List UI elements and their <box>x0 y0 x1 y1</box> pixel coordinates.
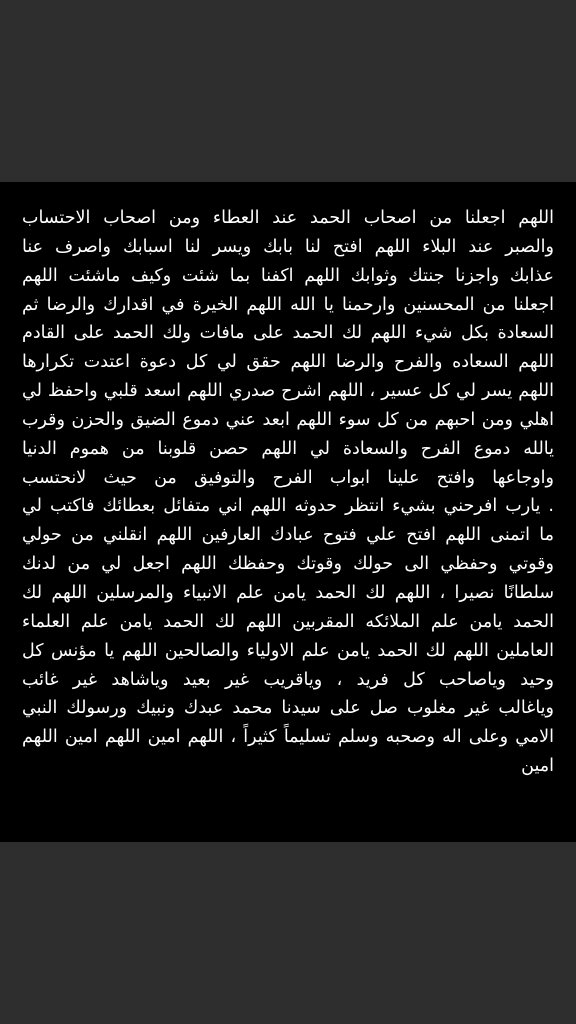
text-line-3: عذابك واجزنا جنتك وثوابك اللهم اكفنا بما شئت وكيف ماشئت اللهم <box>22 265 554 286</box>
text-line-12: ما اتمنى اللهم افتح علي فتوح عبادك العارفين اللهم انقلني من حولي <box>22 525 554 546</box>
text-line-20: امين <box>521 756 554 777</box>
text-line-2: والصبر عند البلاء اللهم افتح لنا بابك ويسر لنا اسبابك واصرف عنا <box>22 236 554 257</box>
text-line-19: الامي وعلى اله وصحبه وسلم تسليماً كثيراً ، اللهم امين اللهم امين اللهم <box>22 727 554 748</box>
text-line-18: وياغالب غير مغلوب صل على سيدنا محمد عبدك ونبيك ورسولك النبي <box>22 698 554 719</box>
text-panel <box>0 182 576 842</box>
text-line-13: وقوتي وحفظي الى حولك وقوتك وحفظك اللهم اجعل لي من لدنك <box>22 554 554 575</box>
supplication-text <box>22 204 554 781</box>
text-line-5: السعادة بكل شيء اللهم لك الحمد على مافات ولك الحمد على القادم <box>22 323 554 344</box>
text-line-8: اهلي ومن احبهم من كل سوء اللهم ابعد عني دموع الضيق والحزن وقرب <box>22 409 554 430</box>
text-line-7: اللهم يسر لي كل عسير ، اللهم اشرح صدري اللهم اسعد قلبي واحفظ لي <box>22 381 554 402</box>
text-line-4: اجعلنا من المحسنين وارحمنا يا الله اللهم الخيرة في اقدارك والرضا ثم <box>22 294 554 315</box>
text-line-15: الحمد يامن علم الملائكه المقربين اللهم لك الحمد يامن علم العلماء <box>22 611 554 632</box>
text-line-16: العاملين اللهم لك الحمد يامن علم الاولياء والصالحين اللهم يا مؤنس كل <box>22 640 554 661</box>
text-line-6: اللهم السعاده والفرح والرضا اللهم حقق لي كل دعوة اعتدت تكرارها <box>22 352 554 373</box>
text-line-17: وحيد وياصاحب كل فريد ، وياقريب غير بعيد وياشاهد غير غائب <box>22 669 554 690</box>
text-line-10: واوجاعها وافتح علينا ابواب الفرح والتوفيق من حيث لانحتسب <box>22 467 554 488</box>
text-line-9: يالله دموع الفرح والسعادة لي اللهم حصن قلوبنا من هموم الدنيا <box>22 438 554 459</box>
text-line-1: اللهم اجعلنا من اصحاب الحمد عند العطاء ومن اصحاب الاحتساب <box>22 208 554 228</box>
text-line-11: . يارب افرحني بشيء انتظر حدوثه اللهم اني متفائل بعطائك فاكتب لي <box>22 496 554 517</box>
text-line-14: سلطانًا نصيرا ، اللهم لك الحمد يامن علم الانبياء والمرسلين اللهم لك <box>22 582 554 603</box>
